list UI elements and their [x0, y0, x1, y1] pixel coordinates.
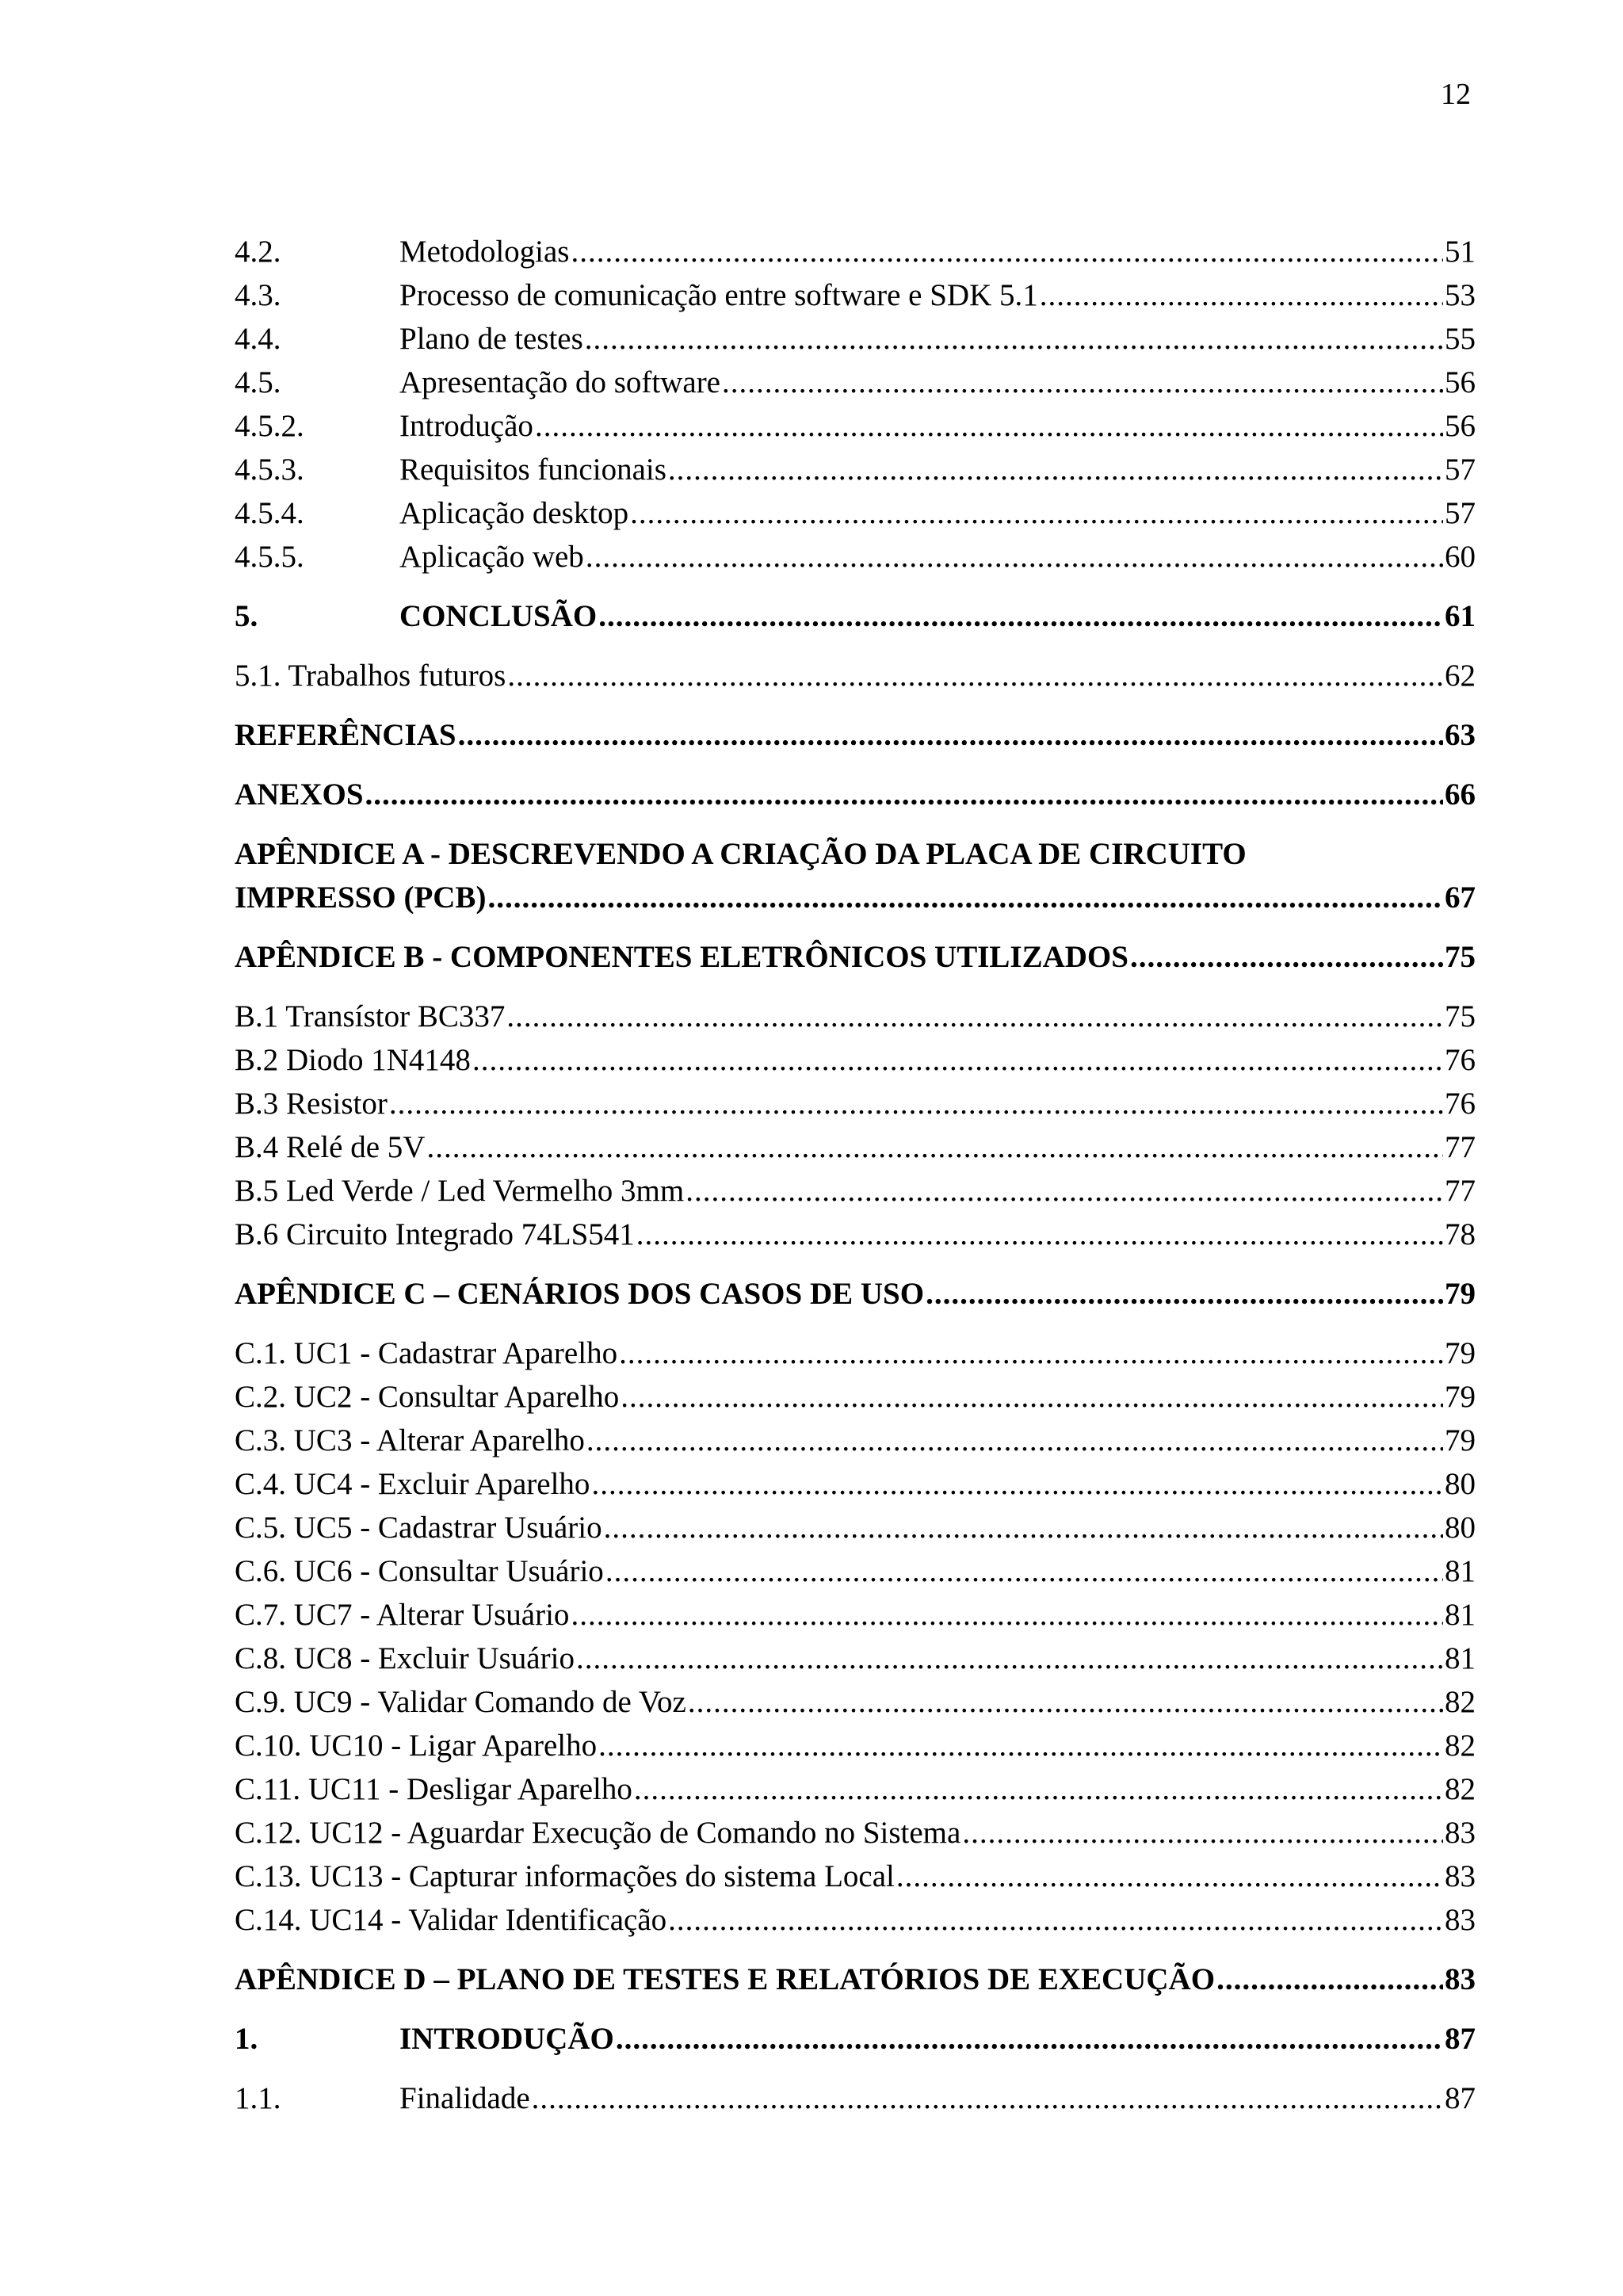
- toc-entry-title: APÊNDICE C – CENÁRIOS DOS CASOS DE USO: [235, 1277, 925, 1311]
- toc-entry: [235, 1549, 1476, 1593]
- toc-leader-dots: [506, 995, 1443, 1038]
- toc-leader-dots: [1130, 935, 1443, 979]
- toc-entry-page: 63: [1445, 718, 1476, 752]
- toc-entry-page: 62: [1445, 659, 1476, 693]
- toc-entry-title: Apresentação do software: [399, 365, 720, 399]
- toc-entry: [235, 273, 1476, 317]
- toc-entry-page: 77: [1445, 1130, 1476, 1164]
- toc-entry-page: 51: [1445, 235, 1476, 269]
- toc-entry-line2: [235, 876, 1476, 919]
- toc-entry: [235, 1419, 1476, 1462]
- toc-leader-dots: [591, 1462, 1443, 1506]
- toc-leader-dots: [535, 404, 1443, 448]
- toc-entry: [235, 230, 1476, 273]
- toc-leader-dots: [571, 230, 1443, 273]
- toc-leader-dots: [598, 594, 1443, 638]
- toc-entry-page: 80: [1445, 1467, 1476, 1501]
- toc-chapter-entry: [235, 773, 1476, 816]
- toc-entry-page: 79: [1445, 1336, 1476, 1370]
- toc-entry: [235, 1038, 1476, 1082]
- toc-entry-number: 4.5.2.: [235, 409, 304, 443]
- toc-chapter-entry: [235, 935, 1476, 979]
- toc-leader-dots: [926, 1272, 1443, 1316]
- toc-leader-dots: [586, 1419, 1443, 1462]
- toc-entry: [235, 1811, 1476, 1855]
- toc-leader-dots: [458, 713, 1443, 757]
- toc-chapter-entry: [235, 713, 1476, 757]
- toc-entry-title-line1: APÊNDICE A - DESCREVENDO A CRIAÇÃO DA PLACA DE CIRCUITO: [235, 837, 1247, 871]
- toc-leader-dots: [621, 1375, 1443, 1419]
- toc-entry-title-line2: IMPRESSO (PCB): [235, 881, 487, 915]
- toc-entry-page: 79: [1445, 1423, 1476, 1457]
- toc-leader-dots: [688, 1680, 1443, 1724]
- toc-entry: [235, 995, 1476, 1038]
- toc-entry: [235, 1898, 1476, 1942]
- toc-entry: [235, 1331, 1476, 1375]
- toc-entry-page: 82: [1445, 1685, 1476, 1719]
- toc-entry: [235, 1462, 1476, 1506]
- toc-entry-page: 57: [1445, 496, 1476, 530]
- toc-entry-page: 76: [1445, 1087, 1476, 1121]
- toc-entry-number: 4.5.3.: [235, 453, 304, 487]
- toc-entry: [235, 1125, 1476, 1169]
- toc-leader-dots: [576, 1637, 1443, 1680]
- toc-entry-page: 80: [1445, 1511, 1476, 1545]
- toc-entry-page: 61: [1445, 599, 1476, 633]
- toc-entry-page: 66: [1445, 777, 1476, 812]
- toc-entry-page: 79: [1445, 1277, 1476, 1311]
- toc-entry-number: 5.: [235, 599, 258, 633]
- toc-leader-dots: [962, 1811, 1443, 1855]
- toc-leader-dots: [426, 1125, 1443, 1169]
- toc-entry-title: APÊNDICE D – PLANO DE TESTES E RELATÓRIOS DE EXECUÇÃO: [235, 1962, 1216, 1996]
- toc-entry-title: C.2. UC2 - Consultar Aparelho: [235, 1380, 620, 1414]
- toc-entry: [235, 1213, 1476, 1256]
- toc-leader-dots: [532, 2076, 1443, 2120]
- toc-chapter-entry: [235, 2017, 1476, 2061]
- toc-entry-page: 57: [1445, 453, 1476, 487]
- toc-entry-title: Finalidade: [399, 2081, 530, 2115]
- toc-entry-page: 75: [1445, 940, 1476, 974]
- toc-chapter-entry: [235, 594, 1476, 638]
- toc-entry-title: C.8. UC8 - Excluir Usuário: [235, 1641, 575, 1675]
- toc-entry-page: 87: [1445, 2022, 1476, 2056]
- toc-entry-title: Plano de testes: [399, 322, 583, 356]
- toc-entry: [235, 1680, 1476, 1724]
- toc-leader-dots: [604, 1506, 1443, 1549]
- toc-entry: [235, 317, 1476, 361]
- toc-entry-number: 1.: [235, 2022, 258, 2056]
- toc-leader-dots: [1040, 273, 1443, 317]
- toc-entry-page: 83: [1445, 1816, 1476, 1850]
- toc-entry-title: C.7. UC7 - Alterar Usuário: [235, 1598, 570, 1632]
- toc-entry-title: C.4. UC4 - Excluir Aparelho: [235, 1467, 590, 1501]
- toc-entry-title: B.3 Resistor: [235, 1087, 388, 1121]
- toc-entry-number: 4.5.4.: [235, 496, 304, 530]
- toc-entry-title: C.6. UC6 - Consultar Usuário: [235, 1554, 604, 1588]
- toc-leader-dots: [619, 1331, 1443, 1375]
- toc-entry-page: 56: [1445, 365, 1476, 399]
- toc-entry-number: 4.5.5.: [235, 540, 304, 574]
- toc-leader-dots: [668, 1898, 1443, 1942]
- toc-entry: [235, 1767, 1476, 1811]
- toc-entry: [235, 654, 1476, 697]
- toc-entry-page: 83: [1445, 1859, 1476, 1893]
- toc-entry-page: 67: [1445, 881, 1476, 915]
- toc-entry: [235, 1637, 1476, 1680]
- toc-entry-title: C.11. UC11 - Desligar Aparelho: [235, 1772, 632, 1806]
- toc-chapter-entry-multiline: [235, 832, 1476, 919]
- toc-leader-dots: [605, 1549, 1443, 1593]
- toc-leader-dots: [507, 654, 1443, 697]
- toc-entry: [235, 1593, 1476, 1637]
- toc-entry-title: Processo de comunicação entre software e SDK 5.1: [399, 278, 1038, 312]
- toc-entry-page: 81: [1445, 1641, 1476, 1675]
- toc-entry-title: C.10. UC10 - Ligar Aparelho: [235, 1729, 598, 1763]
- toc-entry: [235, 1724, 1476, 1767]
- toc-entry-number: 4.2.: [235, 235, 281, 269]
- toc-entry-title: B.2 Diodo 1N4148: [235, 1043, 471, 1077]
- toc-leader-dots: [630, 491, 1443, 535]
- toc-leader-dots: [634, 1767, 1443, 1811]
- toc-entry-title: C.12. UC12 - Aguardar Execução de Comando no Sistema: [235, 1816, 961, 1850]
- toc-entry-page: 81: [1445, 1554, 1476, 1588]
- toc-entry-page: 55: [1445, 322, 1476, 356]
- toc-entry-page: 75: [1445, 999, 1476, 1033]
- toc-entry-title: CONCLUSÃO: [399, 599, 598, 633]
- toc-entry-page: 77: [1445, 1174, 1476, 1208]
- toc-entry: [235, 448, 1476, 491]
- toc-entry-title: Metodologias: [399, 235, 570, 269]
- toc-leader-dots: [389, 1082, 1443, 1125]
- toc-entry-page: 76: [1445, 1043, 1476, 1077]
- table-of-contents: [235, 230, 1476, 2120]
- toc-entry-number: 1.1.: [235, 2081, 281, 2115]
- toc-entry: [235, 1506, 1476, 1549]
- toc-leader-dots: [685, 1169, 1443, 1213]
- toc-entry-title: B.5 Led Verde / Led Vermelho 3mm: [235, 1174, 685, 1208]
- toc-entry-number: 4.5.: [235, 365, 281, 399]
- toc-leader-dots: [722, 361, 1443, 404]
- toc-entry: [235, 361, 1476, 404]
- toc-entry-title: ANEXOS: [235, 777, 364, 812]
- toc-entry-page: 87: [1445, 2081, 1476, 2115]
- toc-entry-number: 4.3.: [235, 278, 281, 312]
- toc-leader-dots: [668, 448, 1443, 491]
- toc-entry-title: B.6 Circuito Integrado 74LS541: [235, 1217, 635, 1251]
- toc-entry: [235, 404, 1476, 448]
- toc-entry-title: APÊNDICE B - COMPONENTES ELETRÔNICOS UTILIZADOS: [235, 940, 1128, 974]
- toc-entry: [235, 535, 1476, 579]
- toc-entry-page: 60: [1445, 540, 1476, 574]
- toc-entry-page: 78: [1445, 1217, 1476, 1251]
- toc-entry-title: C.9. UC9 - Validar Comando de Voz: [235, 1685, 686, 1719]
- toc-entry-title: Aplicação web: [399, 540, 584, 574]
- toc-entry-page: 81: [1445, 1598, 1476, 1632]
- toc-entry: [235, 2076, 1476, 2120]
- toc-entry: [235, 1375, 1476, 1419]
- toc-entry-title: C.3. UC3 - Alterar Aparelho: [235, 1423, 585, 1457]
- toc-entry: [235, 1169, 1476, 1213]
- toc-entry: [235, 1855, 1476, 1898]
- toc-leader-dots: [365, 773, 1443, 816]
- toc-entry-title: Aplicação desktop: [399, 496, 629, 530]
- toc-entry-title: Requisitos funcionais: [399, 453, 666, 487]
- toc-leader-dots: [571, 1593, 1443, 1637]
- toc-leader-dots: [616, 2017, 1443, 2061]
- toc-leader-dots: [636, 1213, 1443, 1256]
- toc-entry-page: 83: [1445, 1903, 1476, 1937]
- toc-entry-title: B.1 Transístor BC337: [235, 999, 506, 1033]
- toc-entry-title: INTRODUÇÃO: [399, 2022, 614, 2056]
- toc-leader-dots: [1216, 1958, 1443, 2001]
- toc-leader-dots: [586, 535, 1443, 579]
- toc-leader-dots: [585, 317, 1443, 361]
- toc-entry: [235, 491, 1476, 535]
- toc-entry-page: 53: [1445, 278, 1476, 312]
- toc-chapter-entry: [235, 1958, 1476, 2001]
- toc-entry-page: 79: [1445, 1380, 1476, 1414]
- toc-leader-dots: [472, 1038, 1443, 1082]
- toc-entry-title: C.14. UC14 - Validar Identificação: [235, 1903, 667, 1937]
- toc-leader-dots: [487, 876, 1443, 919]
- page-number: 12: [1441, 78, 1471, 111]
- toc-entry-title: 5.1. Trabalhos futuros: [235, 659, 506, 693]
- toc-entry-page: 82: [1445, 1729, 1476, 1763]
- toc-entry-page: 56: [1445, 409, 1476, 443]
- toc-entry-title: REFERÊNCIAS: [235, 718, 456, 752]
- toc-entry-page: 83: [1445, 1962, 1476, 1996]
- toc-leader-dots: [896, 1855, 1443, 1898]
- toc-leader-dots: [598, 1724, 1443, 1767]
- toc-entry-title: C.5. UC5 - Cadastrar Usuário: [235, 1511, 602, 1545]
- toc-entry: [235, 1082, 1476, 1125]
- toc-entry-title: B.4 Relé de 5V: [235, 1130, 426, 1164]
- toc-entry-title: C.1. UC1 - Cadastrar Aparelho: [235, 1336, 618, 1370]
- toc-chapter-entry: [235, 1272, 1476, 1316]
- toc-entry-page: 82: [1445, 1772, 1476, 1806]
- toc-entry-number: 4.4.: [235, 322, 281, 356]
- toc-entry-title: Introdução: [399, 409, 533, 443]
- toc-entry-title: C.13. UC13 - Capturar informações do sistema Local: [235, 1859, 895, 1893]
